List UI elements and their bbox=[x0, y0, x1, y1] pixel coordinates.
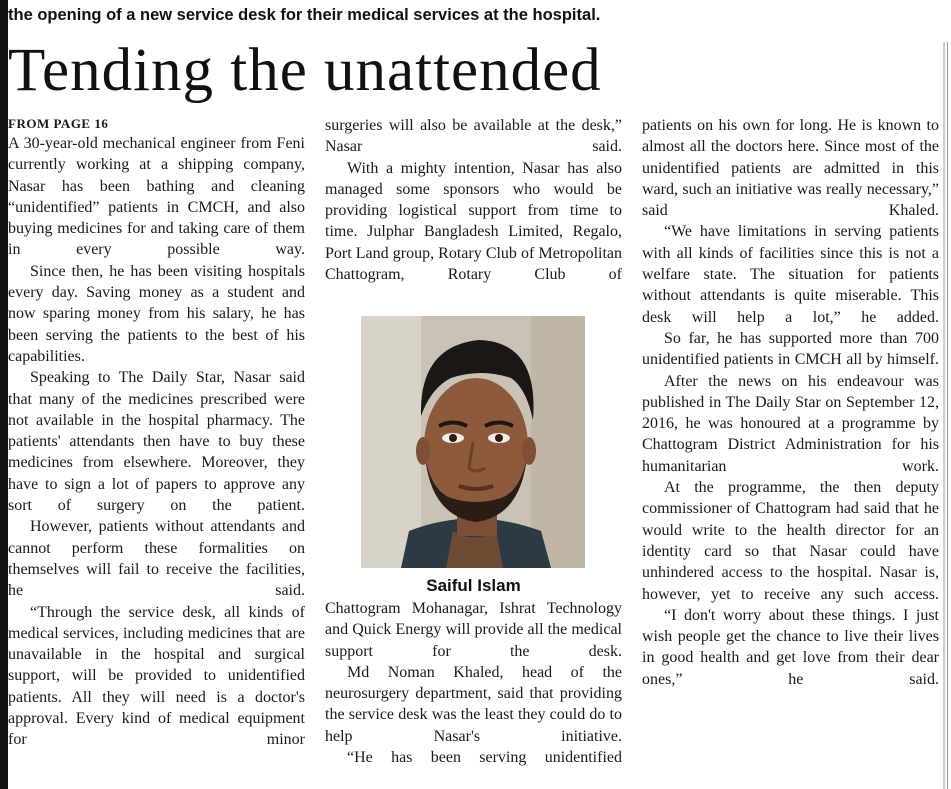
page-edge-bar bbox=[0, 0, 8, 789]
paragraph: Md Noman Khaled, head of the neurosurgery department, said that providing the service desk was the least they could do to help Nasar's initiative. bbox=[325, 663, 622, 745]
paragraph: “We have limitations in serving patients with all kinds of facilities since this is not a welfare state. The situation for patients without attendants is quite miserable. This desk will help a lot,” he added. bbox=[642, 223, 939, 326]
paragraph: Speaking to The Daily Star, Nasar said that many of the medicines prescribed were not available in the hospital pharmacy. The patients' attendants then have to buy these medicines from elsewhere. Moreover, they have to sign a lot of papers to approve any sort of surgery on the patient. bbox=[8, 369, 305, 515]
paragraph: Since then, he has been visiting hospitals every day. Saving money as a student and now sparing money from his salary, he has been serving the patients to the best of his capabilities. bbox=[8, 262, 305, 365]
column-rule-inner bbox=[947, 42, 948, 789]
paragraph: A 30-year-old mechanical engineer from Feni currently working at a shipping company, Nasar has been bathing and cleaning “unidentified” patients in CMCH, and also buying medicines for and taking care of them in every possible way. bbox=[8, 135, 305, 259]
column-2-bottom bbox=[325, 598, 622, 768]
column-2-top bbox=[325, 115, 622, 285]
portrait-image bbox=[361, 316, 585, 568]
paragraph: patients on his own for long. He is known to almost all the doctors here. Since most of the unidentified patients are admitted in this ward, such an initiative was really necessary,” said Khaled. bbox=[642, 117, 939, 220]
paragraph: However, patients without attendants and cannot perform these formalities on themselves will fail to receive the facilities, he said. bbox=[8, 518, 305, 600]
column-3 bbox=[642, 115, 939, 690]
paragraph: With a mighty intention, Nasar has also managed some sponsors who would be providing logistical support from time to time. Julphar Bangladesh Limited, Regalo, Port Land group, Rotary Club of Metropolitan Chattogram, Rotary Club of bbox=[325, 159, 622, 284]
paragraph: After the news on his endeavour was published in The Daily Star on September 12, 2016, he was honoured at a programme by Chattogram District Administration for his humanitarian work. bbox=[642, 372, 939, 475]
column-1 bbox=[8, 115, 305, 751]
article-headline: Tending the unattended bbox=[8, 37, 602, 104]
photo-caption: Saiful Islam bbox=[426, 576, 521, 595]
portrait-photo bbox=[361, 316, 585, 568]
paragraph: So far, he has supported more than 700 unidentified patients in CMCH all by himself. bbox=[642, 329, 939, 369]
paragraph: “Through the service desk, all kinds of medical services, including medicines that are unavailable in the hospital and surgical support, will be provided to unidentified patients. All they will need is a doctor's approval. Every kind of medical equipment for minor bbox=[8, 603, 305, 749]
paragraph: Chattogram Mohanagar, Ishrat Technology and Quick Energy will provide all the medical support for the desk. bbox=[325, 600, 622, 660]
paragraph: “I don't worry about these things. I just wish people get the chance to live their lives in good health and get love from their dear ones,” he said. bbox=[642, 606, 939, 688]
from-page-label: FROM PAGE 16 bbox=[8, 116, 109, 131]
paragraph: “He has been serving unidentified bbox=[347, 749, 622, 767]
paragraph: surgeries will also be available at the desk,” Nasar said. bbox=[325, 117, 622, 156]
column-rule bbox=[943, 42, 945, 789]
article-deck: the opening of a new service desk for their medical services at the hospital. bbox=[8, 6, 601, 24]
paragraph: At the programme, the then deputy commissioner of Chattogram had said that he would write to the health director for an identity card so that Nasar could have unhindered access to the hospital. Nasar is, however, yet to receive any such access. bbox=[642, 479, 939, 603]
